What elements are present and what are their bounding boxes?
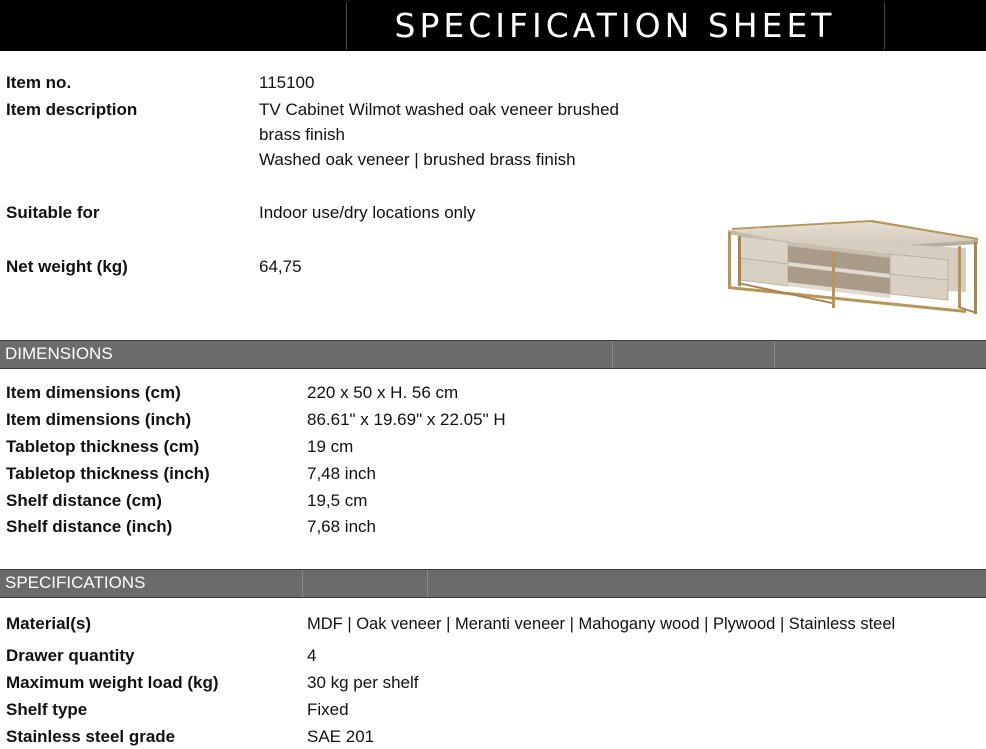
suitable-for-value: Indoor use/dry locations only: [259, 203, 476, 222]
spec-label: Material(s): [6, 614, 92, 633]
item-no-value: 115100: [259, 73, 315, 92]
dimension-value: 220 x 50 x H. 56 cm: [307, 383, 459, 402]
spec-label: Shelf type: [6, 700, 88, 719]
dimension-value: 86.61" x 19.69" x 22.05" H: [307, 410, 506, 429]
spec-value: 30 kg per shelf: [307, 673, 419, 692]
dimension-label: Item dimensions (inch): [6, 410, 192, 429]
dimension-value: 19,5 cm: [307, 491, 368, 510]
dimension-value: 19 cm: [307, 437, 354, 456]
dimension-label: Shelf distance (inch): [6, 517, 173, 536]
section-divider: [302, 570, 303, 597]
dimension-label: Item dimensions (cm): [6, 383, 181, 402]
header-bar: [0, 0, 986, 51]
dimension-label: Shelf distance (cm): [6, 491, 162, 510]
header-divider-right: [884, 3, 885, 49]
net-weight-label: Net weight (kg): [6, 257, 128, 276]
spec-value: 4: [307, 646, 317, 665]
item-description-line-3: Washed oak veneer | brushed brass finish: [259, 150, 576, 169]
spec-value: SAE 201: [307, 727, 375, 746]
page-title: SPECIFICATION SHEET: [394, 6, 836, 45]
spec-value: Fixed: [307, 700, 349, 719]
dimension-label: Tabletop thickness (cm): [6, 437, 200, 456]
item-description-line-1: TV Cabinet Wilmot washed oak veneer brushed: [259, 100, 620, 119]
dimensions-section-bar: [0, 340, 986, 369]
net-weight-value: 64,75: [259, 257, 302, 276]
specifications-section-title: SPECIFICATIONS: [5, 573, 146, 592]
product-image: [722, 218, 980, 322]
section-divider: [427, 570, 428, 597]
suitable-for-label: Suitable for: [6, 203, 100, 222]
spec-label: Drawer quantity: [6, 646, 135, 665]
specifications-section-bar: [0, 569, 986, 598]
item-description-line-2: brass finish: [259, 125, 345, 144]
spec-label: Maximum weight load (kg): [6, 673, 219, 692]
item-no-label: Item no.: [6, 73, 72, 92]
dimension-value: 7,48 inch: [307, 464, 376, 483]
section-divider: [774, 341, 775, 368]
dimension-label: Tabletop thickness (inch): [6, 464, 210, 483]
item-description-label: Item description: [6, 100, 138, 119]
dimensions-section-title: DIMENSIONS: [5, 344, 113, 363]
spec-label: Stainless steel grade: [6, 727, 176, 746]
section-divider: [612, 341, 613, 368]
spec-value: MDF | Oak veneer | Meranti veneer | Mahogany wood | Plywood | Stainless steel: [307, 615, 896, 633]
dimension-value: 7,68 inch: [307, 517, 376, 536]
